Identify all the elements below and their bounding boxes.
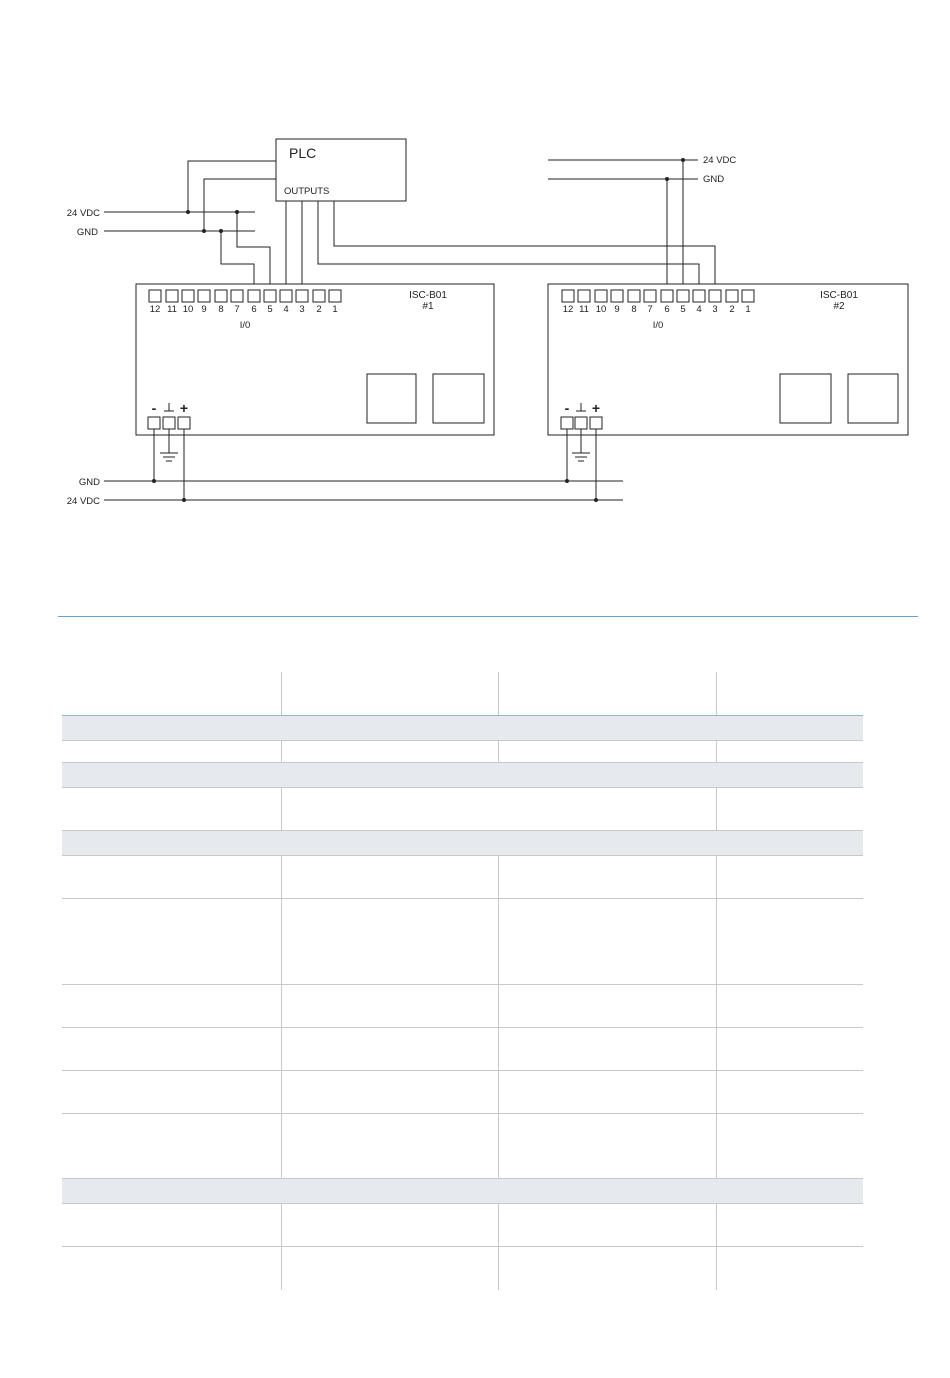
device-model-2: ISC-B01 (820, 290, 858, 301)
table-cell (281, 1247, 498, 1290)
io-label-1: I/0 (239, 320, 251, 331)
table-cell (62, 899, 281, 984)
terminal-number: 10 (595, 304, 607, 315)
spec-table (62, 672, 863, 1290)
table-cell (62, 672, 281, 715)
table-cell (62, 856, 281, 898)
supply-gnd-label-right: GND (703, 174, 725, 185)
table-cell (716, 985, 863, 1027)
table-row (62, 1114, 863, 1179)
device-isc-b01-2 (548, 284, 908, 435)
table-cell (498, 1204, 716, 1246)
terminal-number: 12 (149, 304, 161, 315)
table-cell (62, 985, 281, 1027)
table-section-row (62, 831, 863, 856)
table-cell (498, 741, 716, 762)
table-cell (281, 1114, 498, 1178)
terminal-number: 8 (218, 304, 224, 315)
table-cell (281, 788, 716, 830)
table-cell (716, 856, 863, 898)
terminal-number: 4 (696, 304, 702, 315)
section-divider (58, 616, 918, 617)
minus-symbol: - (151, 400, 157, 416)
terminal-number: 7 (234, 304, 240, 315)
terminal-number: 8 (631, 304, 637, 315)
table-cell (498, 1071, 716, 1113)
supply-24vdc-label-left: 24 VDC (66, 208, 100, 219)
table-cell (716, 672, 863, 715)
plc-title: PLC (289, 145, 317, 161)
table-cell (62, 1204, 281, 1246)
table-cell (62, 1247, 281, 1290)
terminal-number: 1 (332, 304, 338, 315)
terminal-number: 7 (647, 304, 653, 315)
table-cell (281, 899, 498, 984)
display-window-left-1 (367, 374, 416, 423)
table-section-cell (62, 831, 863, 855)
table-cell (62, 1028, 281, 1070)
terminal-number: 2 (729, 304, 735, 315)
table-cell (716, 1071, 863, 1113)
table-cell (498, 1247, 716, 1290)
device-model-1: ISC-B01 (409, 290, 447, 301)
table-cell (498, 985, 716, 1027)
table-cell (281, 741, 498, 762)
device-index-2: #2 (833, 301, 845, 312)
terminal-number: 11 (579, 304, 589, 315)
terminal-number: 5 (680, 304, 686, 315)
terminal-number: 9 (201, 304, 207, 315)
table-cell (281, 856, 498, 898)
terminal-number: 6 (251, 304, 257, 315)
terminal-number: 10 (182, 304, 194, 315)
terminal-number: 5 (267, 304, 273, 315)
terminal-number: 12 (562, 304, 574, 315)
supply-gnd-label-left: GND (76, 227, 98, 238)
display-window-left-2 (780, 374, 831, 423)
device-isc-b01-1 (136, 284, 494, 435)
wiring-diagram (0, 0, 950, 560)
minus-symbol: - (564, 400, 570, 416)
device-index-1: #1 (422, 301, 434, 312)
table-cell (716, 1204, 863, 1246)
table-row (62, 1247, 863, 1290)
terminal-number: 3 (299, 304, 305, 315)
display-window-right-1 (433, 374, 484, 423)
terminal-number: 2 (316, 304, 322, 315)
table-cell (716, 1247, 863, 1290)
table-row (62, 856, 863, 899)
supply-lines-top-right (548, 155, 736, 290)
table-cell (716, 741, 863, 762)
table-section-row (62, 1179, 863, 1204)
table-row (62, 1071, 863, 1114)
terminal-number: 9 (614, 304, 620, 315)
plc-power-wires (186, 161, 276, 290)
table-section-cell (62, 716, 863, 740)
io-label-2: I/0 (652, 320, 664, 331)
table-cell (281, 672, 498, 715)
supply-24vdc-label-right: 24 VDC (703, 155, 737, 166)
supply-lines-bottom (67, 429, 623, 507)
supply-lines-top-left (67, 208, 255, 238)
plc-outputs-label: OUTPUTS (284, 186, 330, 197)
supply-gnd-label-bottom: GND (78, 477, 100, 488)
table-row (62, 985, 863, 1028)
terminal-number: 6 (664, 304, 670, 315)
table-header-row (62, 672, 863, 716)
supply-24vdc-label-bottom: 24 VDC (66, 496, 100, 507)
table-row (62, 1028, 863, 1071)
table-cell (62, 1114, 281, 1178)
terminal-number: 4 (283, 304, 289, 315)
plc-block (276, 139, 406, 201)
table-cell (716, 1114, 863, 1178)
table-cell (498, 856, 716, 898)
terminal-number: 1 (745, 304, 751, 315)
table-section-cell (62, 1179, 863, 1203)
table-cell (716, 1028, 863, 1070)
table-cell (716, 788, 863, 830)
display-window-right-2 (848, 374, 898, 423)
table-cell (281, 1204, 498, 1246)
terminal-number: 11 (167, 304, 177, 315)
table-section-cell (62, 763, 863, 787)
table-row (62, 788, 863, 831)
table-cell (498, 672, 716, 715)
plc-output-wires (286, 201, 715, 290)
table-row (62, 1204, 863, 1247)
plus-symbol: + (179, 400, 189, 416)
table-section-row (62, 763, 863, 788)
table-cell (62, 1071, 281, 1113)
table-cell (498, 899, 716, 984)
terminal-number: 3 (712, 304, 718, 315)
table-cell (281, 1028, 498, 1070)
table-cell (62, 788, 281, 830)
table-cell (281, 1071, 498, 1113)
table-cell (281, 985, 498, 1027)
table-cell (62, 741, 281, 762)
table-cell (716, 899, 863, 984)
table-row (62, 899, 863, 985)
table-row (62, 741, 863, 763)
table-cell (498, 1114, 716, 1178)
plus-symbol: + (591, 400, 601, 416)
table-cell (498, 1028, 716, 1070)
table-section-row (62, 716, 863, 741)
